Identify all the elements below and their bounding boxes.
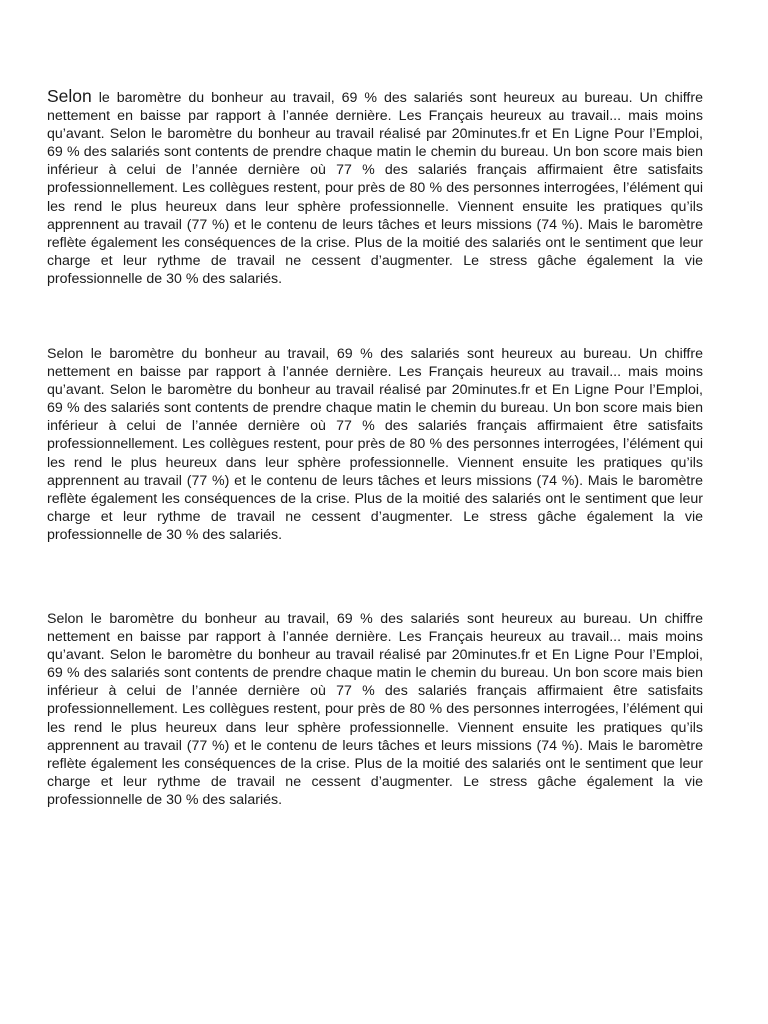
paragraph-3: Selon le baromètre du bonheur au travail, 69 % des salariés sont heureux au bureau. Un chiffre nettement en baisse par rapport à l’année dernière. Les Français heureux au travail... mais moins qu’avant. Selon le baromètre du bonheur au travail réalisé par 20minutes.fr et En Ligne Pour l’Emploi, 69 % des salariés sont contents de prendre chaque matin le chemin du bureau. Un bon score mais bien inférieur à celui de l’année dernière où 77 % des salariés français affirmaient être satisfaits professionnellement. Les collègues restent, pour près de 80 % des personnes interrogées, l’élément qui les rend le plus heureux dans leur sphère professionnelle. Viennent ensuite les pratiques qu’ils apprennent au travail (77 %) et le contenu de leurs tâches et leurs missions (74 %). Mais le baromètre reflète également les conséquences de la crise. Plus de la moitié des salariés ont le sentiment que leur charge et leur rythme de travail ne cessent d’augmenter. Le stress gâche également la vie professionnelle de 30 % des salariés. [47, 611, 703, 808]
paragraph-1 [47, 87, 703, 288]
paragraph-1-first-word: Selon [47, 86, 92, 106]
paragraph-2: Selon le baromètre du bonheur au travail, 69 % des salariés sont heureux au bureau. Un chiffre nettement en baisse par rapport à l’année dernière. Les Français heureux au travail... mais moins qu’avant. Selon le baromètre du bonheur au travail réalisé par 20minutes.fr et En Ligne Pour l’Emploi, 69 % des salariés sont contents de prendre chaque matin le chemin du bureau. Un bon score mais bien inférieur à celui de l’année dernière où 77 % des salariés français affirmaient être satisfaits professionnellement. Les collègues restent, pour près de 80 % des personnes interrogées, l’élément qui les rend le plus heureux dans leur sphère professionnelle. Viennent ensuite les pratiques qu’ils apprennent au travail (77 %) et le contenu de leurs tâches et leurs missions (74 %). Mais le baromètre reflète également les conséquences de la crise. Plus de la moitié des salariés ont le sentiment que leur charge et leur rythme de travail ne cessent d’augmenter. Le stress gâche également la vie professionnelle de 30 % des salariés. [47, 346, 703, 543]
paragraph-1-text: le baromètre du bonheur au travail, 69 % des salariés sont heureux au bureau. Un chiffre nettement en baisse par rapport à l’année dernière. Les Français heureux au travail... mais moins qu’avant. Selon le baromètre du bonheur au travail réalisé par 20minutes.fr et En Ligne Pour l’Emploi, 69 % des salariés sont contents de prendre chaque matin le chemin du bureau. Un bon score mais bien inférieur à celui de l’année dernière où 77 % des salariés français affirmaient être satisfaits professionnellement. Les collègues restent, pour près de 80 % des personnes interrogées, l’élément qui les rend le plus heureux dans leur sphère professionnelle. Viennent ensuite les pratiques qu’ils apprennent au travail (77 %) et le contenu de leurs tâches et leurs missions (74 %). Mais le baromètre reflète également les conséquences de la crise. Plus de la moitié des salariés ont le sentiment que leur charge et leur rythme de travail ne cessent d’augmenter. Le stress gâche également la vie professionnelle de 30 % des salariés. [47, 90, 703, 287]
